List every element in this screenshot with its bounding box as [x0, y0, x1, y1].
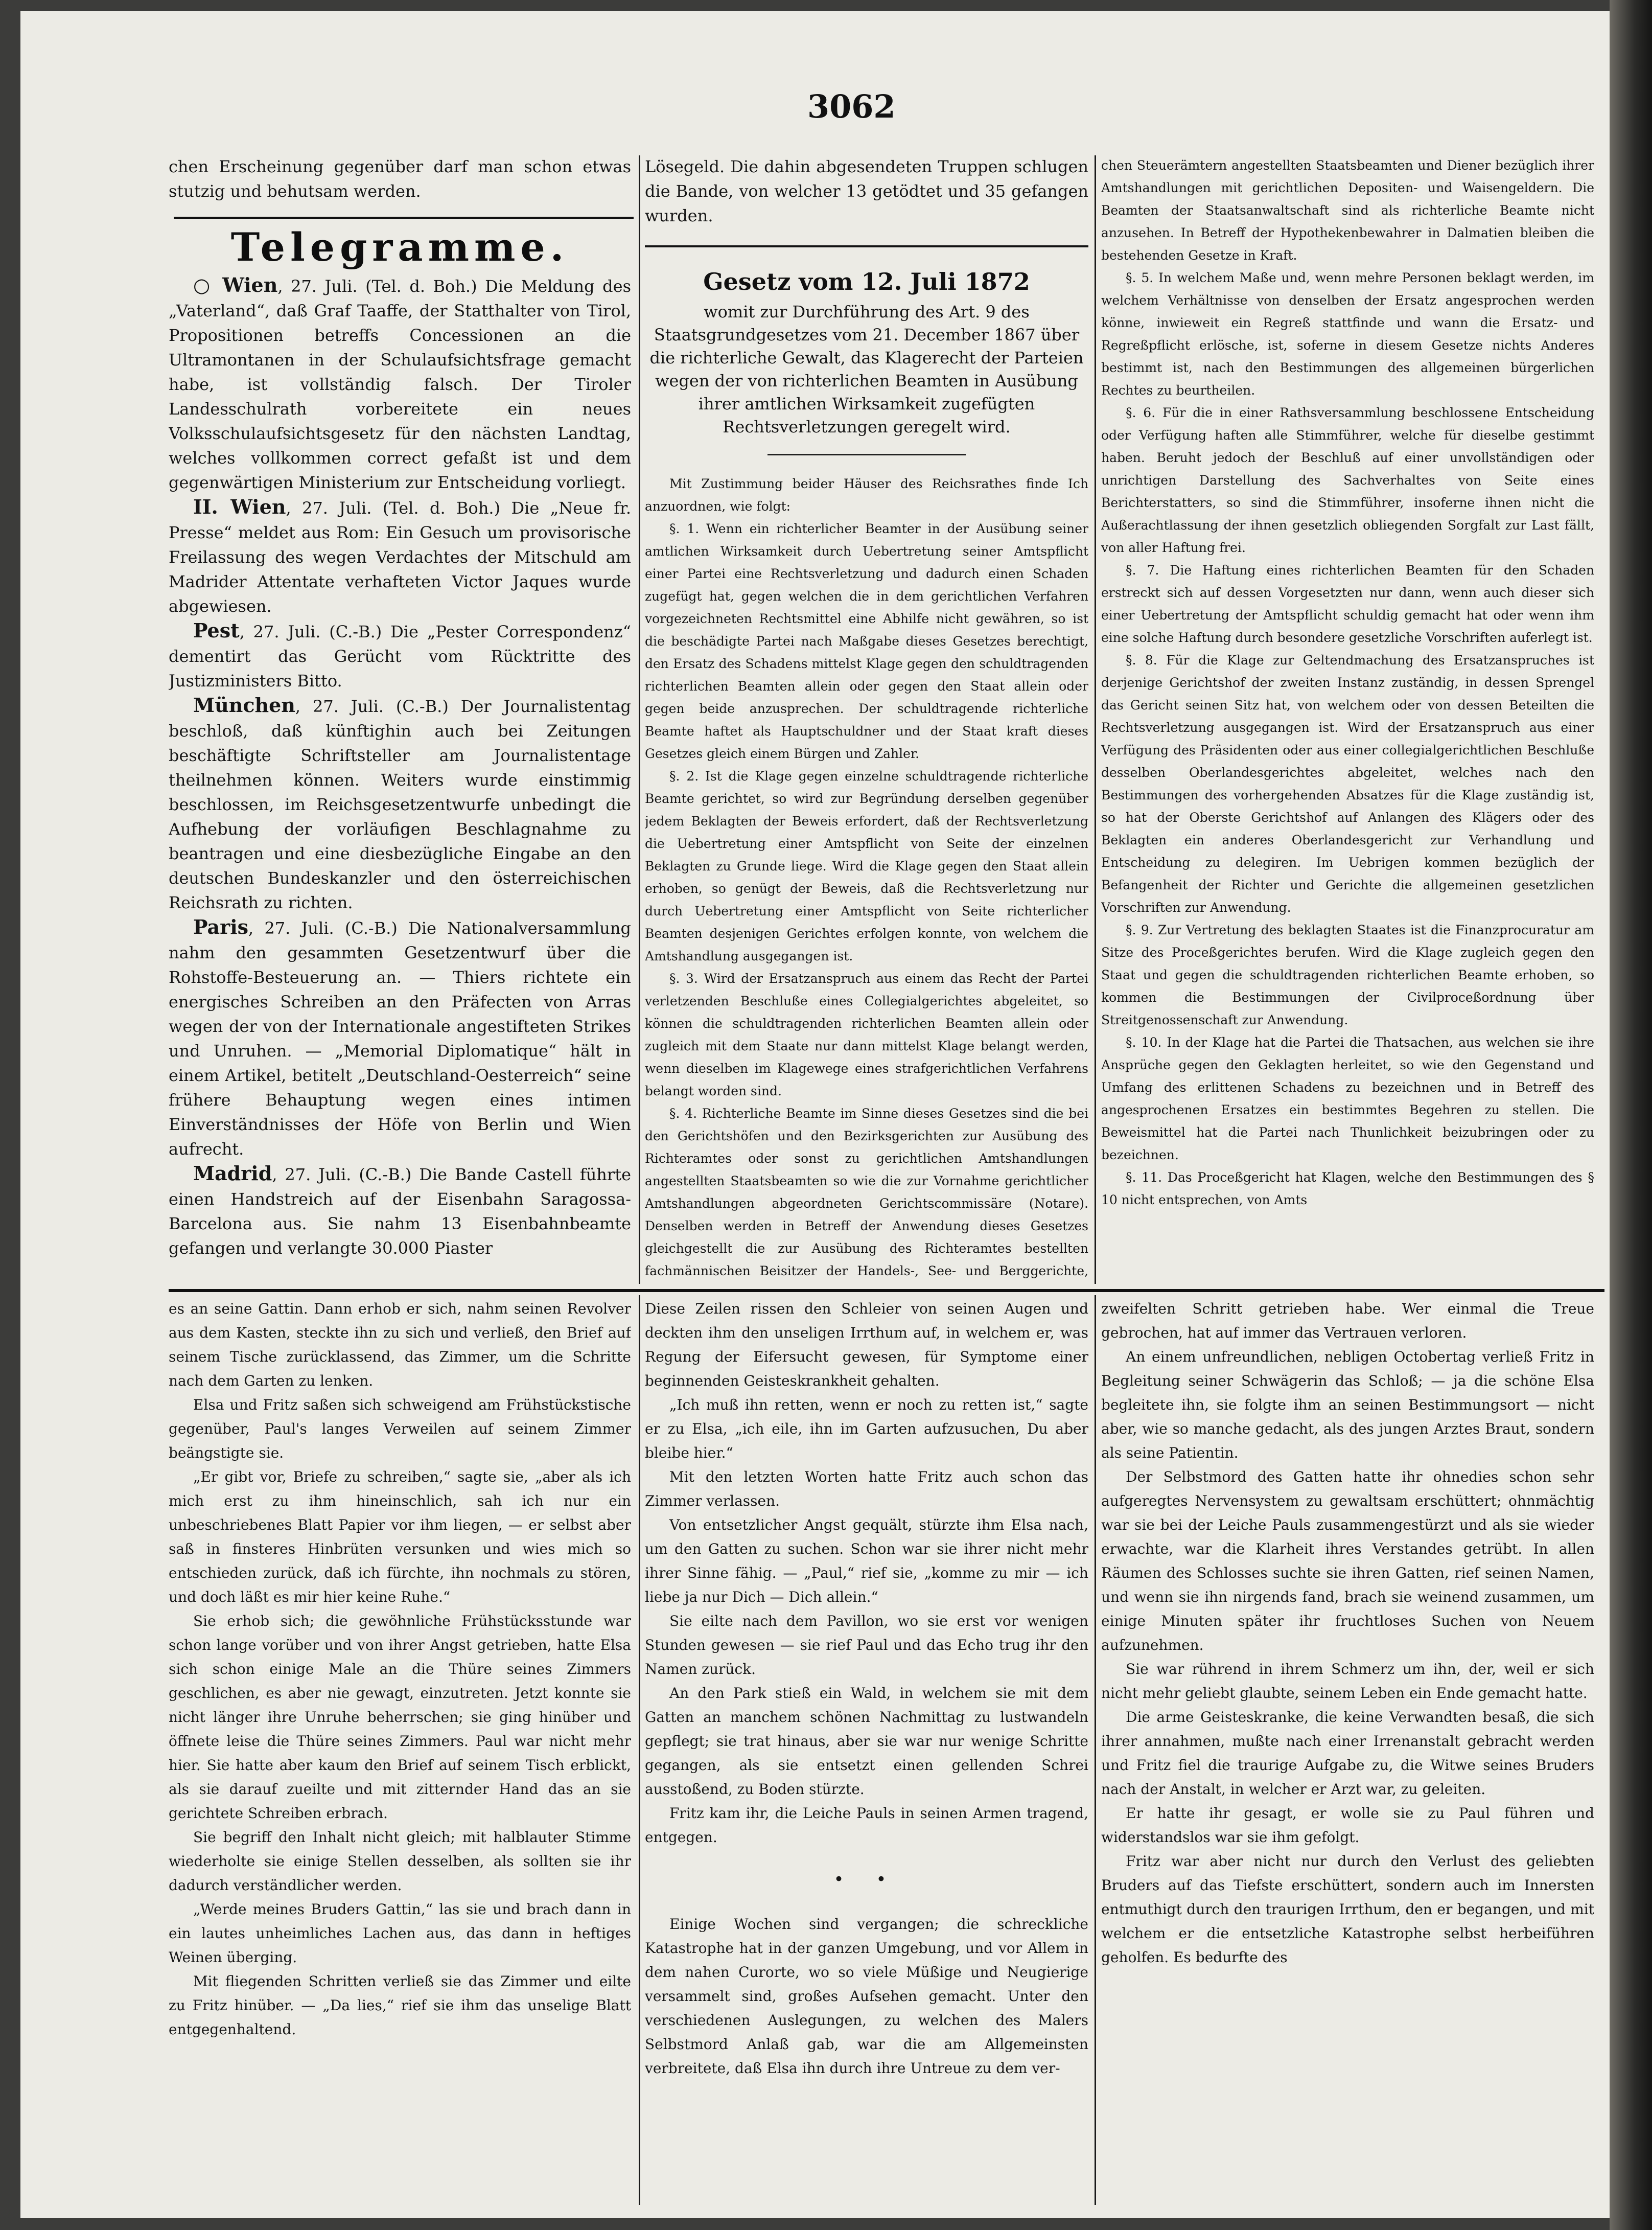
telegram-text: , 27. Juli. (C.-B.) Die „Pester Correspondenz“ dementirt das Gerücht vom Rücktritte des Justizministers Bitto. [169, 622, 631, 691]
law-column-continued [1101, 154, 1594, 1286]
telegram-column [169, 154, 631, 1286]
feuilleton-paragraph: Fritz kam ihr, die Leiche Pauls in seinen Armen tragend, entgegen. [645, 1805, 1088, 1846]
law-intro: womit zur Durchführung des Art. 9 des Staatsgrundgesetzes vom 21. December 1867 über die richterliche Gewalt, das Klagerecht der Parteien wegen der von richterlichen Beamten in Ausübung ihrer amtlichen Wirksamkeit zugefügten Rechtsverletzungen geregelt wird. [649, 302, 1084, 436]
telegram-text: , 27. Juli. (C.-B.) Der Journalistentag beschloß, daß künftighin auch bei Zeitungen beschäftigte Schriftsteller am Journalistentage theilnehmen können. Weiters wurde einstimmig beschlossen, im Reichsgesetzentwurfe unbedingt die Aufhebung der vorläufigen Beschlagnahme zu beantragen und eine diesbezügliche Eingabe an den deutschen Bundeskanzler und den österreichischen Reichsrath zu richten. [169, 697, 631, 912]
column-rule-bottom-2 [1095, 1295, 1096, 2205]
law-paragraph: §. 9. Zur Vertretung des beklagten Staates ist die Finanzprocuratur am Sitze des Proceßgerichtes berufen. Wird die Klage zugleich gegen den Staat und gegen die schuldtragenden richterlichen Beamte erhoben, so kommen die Bestimmungen der Civilproceßordnung über Streitgenossenschaft zur Anwendung. [1101, 923, 1594, 1027]
feuilleton-paragraph: Die arme Geisteskranke, die keine Verwandten besaß, die sich ihrer annahmen, mußte nach einer Irrenanstalt gebracht werden und Fritz fiel die traurige Aufgabe zu, die Witwe seines Bruders nach der Anstalt, in welcher er Arzt war, zu geleiten. [1101, 1709, 1594, 1798]
feuilleton-paragraph: zweifelten Schritt getrieben habe. Wer einmal die Treue gebrochen, hat auf immer das Vertrauen verloren. [1101, 1300, 1594, 1341]
column-rule-top-2 [1095, 155, 1096, 1284]
continuation-text: Lösegeld. Die dahin abgesendeten Truppen schlugen die Bande, von welcher 13 getödtet und 35 gefangen wurden. [645, 157, 1088, 225]
feuilleton-paragraph: Der Selbstmord des Gatten hatte ihr ohnedies schon sehr aufgeregtes Nervensystem zu gewaltsam erschüttert; ohnmächtig war sie bei der Leiche Pauls zusammengestürzt und als sie wieder erwachte, war die Klarheit ihres Verstandes getrübt. In allen Räumen des Schlosses suchte sie ihren Gatten, rief seinen Namen, und wenn sie ihn nirgends fand, brach sie weinend zusammen, um einige Minuten später ihr fruchtloses Suchen von Neuem aufzunehmen. [1101, 1468, 1594, 1653]
telegram-item [169, 618, 631, 693]
feuilleton-paragraph: Einige Wochen sind vergangen; die schreckliche Katastrophe hat in der ganzen Umgebung, und vor Allem in dem nahen Curorte, wo so viele Müßige und Neugierige versammelt sind, großes Aufsehen gemacht. Unter den verschiedenen Auslegungen, zu welchen des Malers Selbstmord Anlaß gab, war die am Allgemeinsten verbreitete, daß Elsa ihn durch ihre Untreue zu dem ver- [645, 1916, 1088, 2077]
telegram-item [169, 273, 631, 495]
section-ornament: • • [833, 1869, 900, 1890]
feuilleton-paragraph: An den Park stieß ein Wald, in welchem sie mit dem Gatten an manchem schönen Nachmittag zu lustwandeln gepflegt; sie trat hinaus, aber sie war nur wenige Schritte gegangen, als sie entsetzt einen gellenden Schrei ausstoßend, zu Boden stürzte. [645, 1685, 1088, 1798]
feuilleton-paragraph: „Ich muß ihn retten, wenn er noch zu retten ist,“ sagte er zu Elsa, „ich eile, ihn im Garten aufzusuchen, Du aber bleibe hier.“ [645, 1396, 1088, 1461]
telegram-place: Madrid [193, 1162, 272, 1185]
law-paragraph: §. 6. Für die in einer Rathsversammlung beschlossene Entscheidung oder Verfügung haften alle Stimmführer, welche für dieselbe gestimmt haben. Beruht jedoch der Beschluß auf einer unvollständigen oder unrichtigen Darstellung des Sachverhaltes von Seite eines Berichterstatters, so sind die Stimmführer, insoferne ihnen nicht die Außerachtlassung der ihnen gesetzlich obliegenden Sorgfalt zur Last fällt, von aller Haftung frei. [1101, 405, 1594, 555]
telegram-item [169, 495, 631, 618]
feuilleton-paragraph: es an seine Gattin. Dann erhob er sich, nahm seinen Revolver aus dem Kasten, steckte ihn zu sich und verließ, den Brief auf seinem Tische zurücklassend, das Zimmer, um die Schritte nach dem Garten zu lenken. [169, 1300, 631, 1389]
law-separator [767, 454, 966, 455]
law-paragraph: §. 4. Richterliche Beamte im Sinne dieses Gesetzes sind die bei den Gerichtshöfen und den Bezirksgerichten zur Ausübung des Richteramtes oder sonst zu gerichtlichen Amtshandlungen angestellten Staatsbeamten so wie die zur Vornahme gerichtlicher Amtshandlungen abgeordneten Gerichtscommissäre (Notare). Denselben werden in Betreff der Anwendung dieses Gesetzes gleichgestellt die zur Ausübung des Richteramtes bestellten fachmännischen Beisitzer der Handels-, See- und Berggerichte, [645, 1106, 1088, 1278]
telegram-item [169, 693, 631, 915]
feuilleton-paragraph: „Werde meines Bruders Gattin,“ las sie und brach dann in ein lautes unheimliches Lachen aus, das dann in heftiges Weinen überging. [169, 1901, 631, 1966]
telegram-place: München [193, 694, 295, 717]
law-column [645, 154, 1088, 1286]
law-paragraph: chen Steuerämtern angestellten Staatsbeamten und Diener bezüglich ihrer Amtshandlungen mit gerichtlichen Depositen- und Waisengeldern. Die Beamten der Staatsanwaltschaft sind als richterliche Beamte nicht anzusehen. In Betreff der Hypothekenbewahrer in Dalmatien bleiben die bestehenden Gesetze in Kraft. [1101, 158, 1594, 263]
feuilleton-paragraph: Sie begriff den Inhalt nicht gleich; mit halblauter Stimme wiederholte sie einige Stellen desselben, als sollten sie ihr dadurch verständlicher werden. [169, 1829, 631, 1894]
telegram-text: , 27. Juli. (C.-B.) Die Nationalversammlung nahm den gesammten Gesetzentwurf über die Rohstoffe-Besteuerung an. — Thiers richtete ein energisches Schreiben an den Präfecten von Arras wegen der von der Internationale angestifteten Strikes und Unruhen. — „Memorial Diplomatique“ hält in einem Artikel, betitelt „Deutschland-Oesterreich“ seine frühere Behauptung wegen eines intimen Einverständnisses der Höfe von Berlin und Wien aufrecht. [169, 918, 631, 1159]
telegram-text: , 27. Juli. (Tel. d. Boh.) Die „Neue fr. Presse“ meldet aus Rom: Ein Gesuch um provisorische Freilassung des wegen Verdachtes der Mitschuld am Madrider Attentate verhafteten Victor Jaques wurde abgewiesen. [169, 498, 631, 616]
feuilleton-paragraph: Sie erhob sich; die gewöhnliche Frühstücksstunde war schon lange vorüber und von ihrer Angst getrieben, hatte Elsa sich schon einige Male an die Thüre seines Zimmers geschlichen, es aber nie gewagt, einzutreten. Jetzt konnte sie nicht länger ihre Unruhe beherrschen; sie ging hinüber und öffnete leise die Thüre seines Zimmers. Paul war nicht mehr hier. Sie hatte aber kaum den Brief auf seinem Tisch erblickt, als sie darauf zueilte und mit zitternder Hand das an sie gerichtete Schreiben erbrach. [169, 1613, 631, 1822]
feuilleton-paragraph: An einem unfreundlichen, nebligen Octobertag verließ Fritz in Begleitung seiner Schwägerin das Schloß; — ja die schöne Elsa begleitete ihn, sie folgte ihm an seinen Bestimmungsort — nicht aber, wie so manche gedacht, als des jungen Arztes Braut, sondern als seine Patientin. [1101, 1348, 1594, 1461]
newspaper-page [20, 11, 1610, 2218]
column-rule-top-1 [639, 155, 640, 1284]
scan-dark-edge [1610, 0, 1652, 2230]
law-paragraph: §. 1. Wenn ein richterlicher Beamter in der Ausübung seiner amtlichen Wirksamkeit durch Uebertretung seiner Amtspflicht einer Partei eine Rechtsverletzung und dadurch einen Schaden zugefügt hat, gegen welchen die in dem gerichtlichen Verfahren vorgezeichneten Rechtsmittel eine Abhilfe nicht gewähren, so ist die beschädigte Partei nach Maßgabe dieses Gesetzes berechtigt, den Ersatz des Schadens mittelst Klage gegen den schuldtragenden richterlichen Beamten allein oder gegen den Staat allein oder gegen beide anzusprechen. Der schuldtragende richterliche Beamte haftet als Hauptschuldner und der Staat kraft dieses Gesetzes gleich einem Bürgen und Zahler. [645, 521, 1088, 761]
law-paragraph: §. 8. Für die Klage zur Geltendmachung des Ersatzanspruches ist derjenige Gerichtshof der zweiten Instanz zuständig, in dessen Sprengel das Gericht seinen Sitz hat, von welchem oder von dessen Beteilten die Rechtsverletzung ausgegangen ist. Wird der Ersatzanspruch aus einer Verfügung des Präsidenten oder aus einer collegialgerichtlichen Beschluße desselben Oberlandesgerichtes abgeleitet, welches nach den Bestimmungen des vorhergehenden Absatzes für die Klage zuständig ist, so hat der Oberste Gerichtshof auf Anlangen des Klägers oder des Beklagten ein anderes Oberlandesgericht zur Verhandlung und Entscheidung zu delegiren. Im Uebrigen kommen bezüglich der Befangenheit der Richter und Gerichte die allgemeinen gesetzlichen Vorschriften zur Anwendung. [1101, 653, 1594, 915]
telegram-place: II. Wien [193, 495, 286, 518]
feuilleton-column-3 [1101, 1297, 1594, 2212]
feuilleton-paragraph: „Er gibt vor, Briefe zu schreiben,“ sagte sie, „aber als ich mich erst zu ihm hineinschlich, sah ich nur ein unbeschriebenes Blatt Papier vor ihm liegen, — er selbst aber saß in finsteres Hinbrüten versunken und wies mich so entschieden zurück, daß ich fürchte, ihn nochmals zu stören, und doch läßt es mir hier keine Ruhe.“ [169, 1468, 631, 1605]
feuilleton-paragraph: Sie war rührend in ihrem Schmerz um ihn, der, weil er sich nicht mehr geliebt glaubte, seinem Leben ein Ende gemacht hatte. [1101, 1661, 1594, 1702]
feuilleton-paragraph: Diese Zeilen rissen den Schleier von seinen Augen und deckten ihm den unseligen Irrthum auf, in welchem er, was Regung der Eifersucht gewesen, für Symptome einer beginnenden Geisteskrankheit gehalten. [645, 1300, 1088, 1389]
law-paragraph: §. 5. In welchem Maße und, wenn mehre Personen beklagt werden, im welchem Verhältnisse von denselben der Ersatz angesprochen werden könne, inwieweit ein Regreß stattfinde und wann die Ersatz- und Regreßpflicht erlösche, ist, soferne in diesem Gesetze nichts Anderes bestimmt ist, nach den Bestimmungen des allgemeinen bürgerlichen Rechtes zu beurtheilen. [1101, 270, 1594, 398]
page-number: 3062 [807, 88, 896, 125]
telegram-place: Pest [193, 619, 240, 642]
continuation-text: chen Erscheinung gegenüber darf man schon etwas stutzig und behutsam werden. [169, 157, 631, 201]
feuilleton-paragraph: Mit fliegenden Schritten verließ sie das Zimmer und eilte zu Fritz hinüber. — „Da lies,“ rief sie ihm das unselige Blatt entgegenhaltend. [169, 1973, 631, 2038]
feuilleton-column-1 [169, 1297, 631, 2212]
law-paragraph: §. 11. Das Proceßgericht hat Klagen, welche den Bestimmungen des § 10 nicht entsprechen, von Amts [1101, 1170, 1594, 1207]
feuilleton-paragraph: Von entsetzlicher Angst gequält, stürzte ihm Elsa nach, um den Gatten zu suchen. Schon war sie ihrer nicht mehr ihrer Sinne fähig. — „Paul,“ rief sie, „komme zu mir — ich liebe ja nur Dich — Dich allein.“ [645, 1516, 1088, 1605]
feuilleton-paragraph: Sie eilte nach dem Pavillon, wo sie erst vor wenigen Stunden gewesen — sie rief Paul und das Echo trug ihr den Namen zurück. [645, 1613, 1088, 1677]
telegram-text: , 27. Juli. (Tel. d. Boh.) Die Meldung des „Vaterland“, daß Graf Taaffe, der Statthalter von Tirol, Propositionen betreffs Concessionen an die Ultramontanen in der Schulaufsichtsfrage gemacht habe, ist vollständig falsch. Der Tiroler Landesschulrath vorbereitete ein neues Volksschulaufsichtsgesetz für den nächsten Landtag, welches vollkommen correct gefaßt ist und dem gegenwärtigen Ministerium zur Entscheidung vorliegt. [169, 277, 631, 492]
law-title: Gesetz vom 12. Juli 1872 [703, 268, 1030, 295]
telegram-item [169, 915, 631, 1161]
law-paragraph: §. 10. In der Klage hat die Partei die Thatsachen, aus welchen sie ihre Ansprüche gegen den Geklagten herleitet, so wie den Gegenstand und Umfang des erlittenen Schadens zu bezeichnen und in Betreff des angesprochenen Ersatzes ein bestimmtes Begehren zu stellen. Die Beweismittel hat die Partei nach Thunlichkeit beizubringen oder zu bezeichnen. [1101, 1035, 1594, 1162]
law-paragraph: §. 7. Die Haftung eines richterlichen Beamten für den Schaden erstreckt sich auf dessen Vorgesetzten nur dann, wenn auch dieser sich einer Uebertretung der Amtspflicht schuldig gemacht hat oder wenn ihm eine solche Haftung durch besondere gesetzliche Vorschriften auferlegt ist. [1101, 563, 1594, 645]
telegram-text: , 27. Juli. (C.-B.) Die Bande Castell führte einen Handstreich auf der Eisenbahn Saragossa-Barcelona aus. Sie nahm 13 Eisenbahnbeamte gefangen und verlangte 30.000 Piaster [169, 1165, 631, 1258]
feuilleton-paragraph: Er hatte ihr gesagt, er wolle sie zu Paul führen und widerstandslos war sie ihm gefolgt. [1101, 1805, 1594, 1846]
feuilleton-paragraph: Elsa und Fritz saßen sich schweigend am Frühstückstische gegenüber, Paul's langes Verweilen auf seinem Zimmer beängstigte sie. [169, 1396, 631, 1461]
feuilleton-paragraph: Fritz war aber nicht nur durch den Verlust des geliebten Bruders auf das Tiefste erschüttert, sondern auch im Innersten entmuthigt durch den traurigen Irrthum, den er begangen, und mit welchem er die entsetzliche Katastrophe selbst herbeiführen geholfen. Es bedurfte des [1101, 1853, 1594, 1966]
feuilleton-separator-rule [169, 1289, 1604, 1292]
telegram-place: Paris [193, 915, 249, 938]
telegram-heading: Telegramme. [230, 224, 569, 270]
feuilleton-column-2 [645, 1297, 1088, 2212]
column-rule-bottom-1 [639, 1295, 640, 2205]
telegram-item [169, 1161, 631, 1260]
law-paragraph: §. 3. Wird der Ersatzanspruch aus einem das Recht der Partei verletzenden Beschluße eines Collegialgerichtes abgeleitet, so können die schuldtragenden richterlichen Beamten allein oder zugleich mit dem Staate nur dann mittelst Klage belangt werden, wenn dieselben im Klagewege eines strafgerichtlichen Verfahrens belangt worden sind. [645, 971, 1088, 1098]
feuilleton-paragraph: Mit den letzten Worten hatte Fritz auch schon das Zimmer verlassen. [645, 1468, 1088, 1509]
law-paragraph: Mit Zustimmung beider Häuser des Reichsrathes finde Ich anzuordnen, wie folgt: [645, 476, 1088, 514]
telegram-place: ○ Wien [193, 273, 278, 296]
law-paragraph: §. 2. Ist die Klage gegen einzelne schuldtragende richterliche Beamte gerichtet, so wird zur Begründung derselben gegenüber jedem Beklagten der Beweis erfordert, daß der Rechtsverletzung die Uebertretung einer Amtspflicht von Seite der einzelnen Beklagten zu Grunde liege. Wird die Klage gegen den Staat allein erhoben, so genügt der Beweis, daß die Rechtsverletzung nur durch Uebertretung einer Amtspflicht von Seite richterlicher Beamten desjenigen Gerichtes erfolgen konnte, von welchem die Amtshandlung ausgegangen ist. [645, 769, 1088, 963]
